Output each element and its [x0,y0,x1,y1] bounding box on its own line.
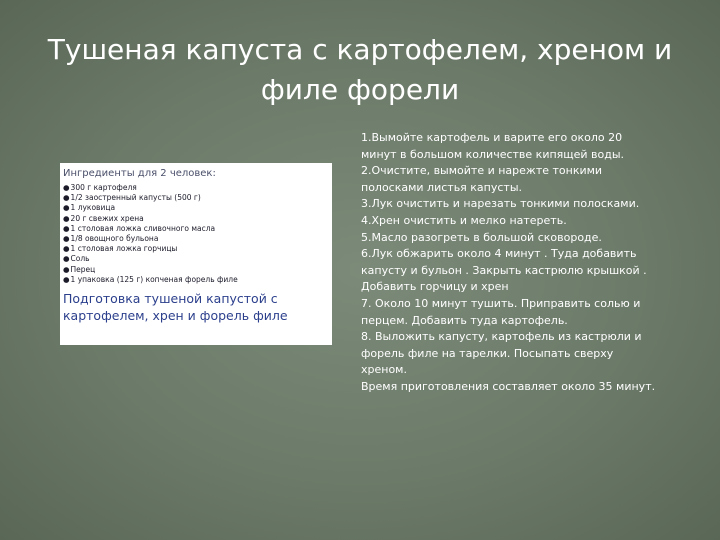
ingredient-item: ●Перец [63,264,96,274]
ingredient-item: ●1/8 овощного бульона [63,234,159,244]
ingredient-item: ●1 луковица [63,203,116,213]
ingredient-item: ●1 столовая ложка сливочного масла [63,223,216,233]
step-text: 2.Очистите, вымойте и нарежте тонкими полосками листья капусты. [361,164,603,194]
step-text: 4.Хрен очистить и мелко натереть. [361,213,567,227]
step-text: 5.Масло разогреть в большой сковороде. [361,230,602,244]
step-text: 1.Вымойте картофель и варите его около 20 минут в большом количестве кипящей воды. [361,131,625,161]
step-text: 6.Лук обжарить около 4 минут . Туда добавить капусту и бульон . Закрыть кастрюлю крышкой . Добавить горчицу и хрен [361,247,647,294]
ingredient-item: ●1/2 заостренный капусты (500 г) [63,193,201,203]
ingredient-item: ●Соль [63,254,90,264]
slide-title: Тушеная капуста с картофелем, хреном и филе форели [47,33,673,106]
preparation-heading: Подготовка тушеной капустой с картофелем, хрен и форель филе [63,291,288,324]
step-text: 7. Около 10 минут тушить. Приправить солью и перцем. Добавить туда картофель. [361,296,641,327]
ingredient-item: ●300 г картофеля [63,183,137,192]
ingredient-item: ●1 упаковка (125 г) копченая форель филе [63,274,238,284]
preparation-steps [361,130,661,396]
ingredients-heading: Ингредиенты для 2 человек: [63,168,216,179]
ingredients-list [63,183,329,285]
ingredient-item: ●1 столовая ложка горчицы [63,244,178,254]
step-text: 3.Лук очистить и нарезать тонкими полосками. [361,197,640,211]
ingredient-item: ●20 г свежих хрена [63,213,144,223]
ingredients-box [60,163,332,345]
step-text: 8. Выложить капусту, картофель из кастрюли и форель филе на тарелки. Посыпать сверху хреном. [361,330,642,377]
cooking-time: Время приготовления составляет около 35 минут. [361,379,656,393]
